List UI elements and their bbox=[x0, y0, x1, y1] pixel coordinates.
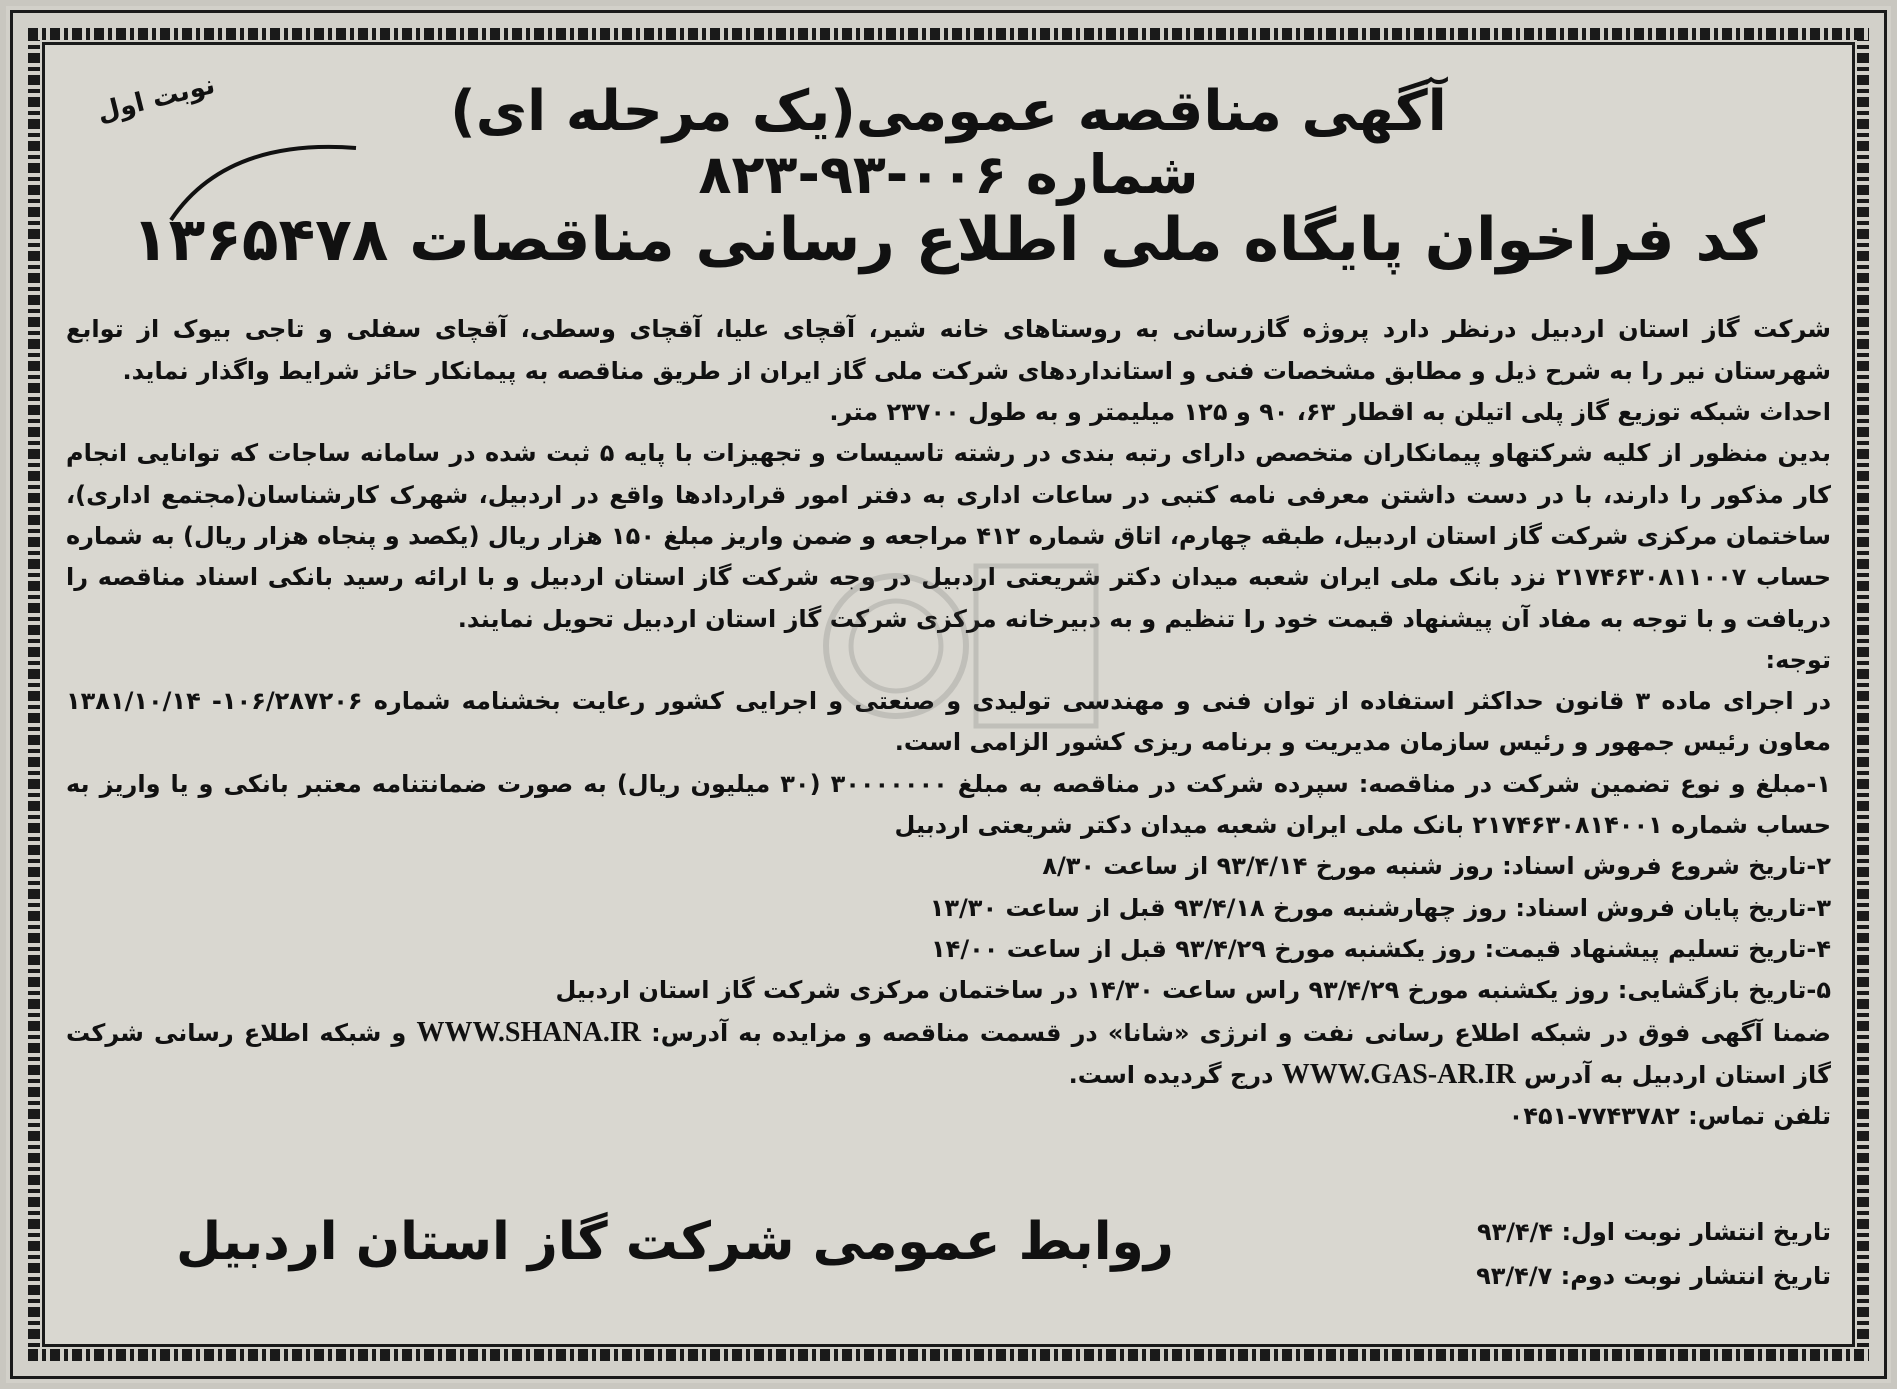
watermark-icon bbox=[746, 526, 1166, 786]
edition-badge: نوبت اول bbox=[94, 69, 218, 129]
tender-number: شماره ۰۰۶-۹۳-۸۲۳ bbox=[698, 143, 1199, 207]
item-sale-end: ۳-تاریخ پایان فروش اسناد: روز چهارشنبه مورخ ۹۳/۴/۱۸ قبل از ساعت ۱۳/۳۰ bbox=[929, 893, 1831, 922]
note-text: در اجرای ماده ۳ قانون حداکثر استفاده از توان فنی و مهندسی تولیدی و صنعتی و اجرایی کشور رعایت بخشنامه شماره ۱۰۶/۲۸۷۲۰۶- ۱۳۸۱/۱۰/۱۴ معاون رئیس جمهور و رئیس سازمان مدیریت و برنامه ریزی کشور الزامی است. bbox=[66, 687, 1832, 757]
contact-phone: تلفن تماس: ۷۷۴۳۷۸۲-۰۴۵۱ bbox=[1508, 1102, 1831, 1131]
item-submission: ۴-تاریخ تسلیم پیشنهاد قیمت: روز یکشنبه مورخ ۹۳/۴/۲۹ قبل از ساعت ۱۴/۰۰ bbox=[931, 934, 1831, 963]
notice-title: آگهی مناقصه عمومی(یک مرحله ای) bbox=[450, 79, 1447, 144]
intro-paragraph: شرکت گاز استان اردبیل درنظر دارد پروژه گازرسانی به روستاهای خانه شیر، آقچای علیا، آقچای وسطی، آقچای سفلی و تاجی بیوک از توابع شهرستان نیر را به شرح ذیل و مطابق مشخصات فنی و استانداردهای شرکت ملی گاز ایران از طریق مناقصه به پیمانکار حائز شرایط واگذار نماید. bbox=[66, 315, 1831, 385]
invitation-paragraph: بدین منظور از کلیه شرکتهاو پیمانکاران متخصص دارای رتبه بندی در رشته تاسیسات و تجهیزات با پایه ۵ ثبت شده در سامانه ساجات که توانایی انجام کار مذکور را دارند، با در دست داشتن معرفی نامه کتبی در ساعات اداری به دفتر امور قراردادها واقع در اردبیل، شهرک کارشناسان(مجتمع اداری)، ساختمان مرکزی شرکت گاز استان اردبیل، طبقه چهارم، اتاق شماره ۴۱۲ مراجعه و ضمن واریز مبلغ ۱۵۰ هزار ریال (یکصد و پنجاه هزار ریال) به شماره حساب ۲۱۷۴۶۳۰۸۱۱۰۰۷ نزد بانک ملی ایران شعبه میدان دکتر شریعتی اردبیل در وجه شرکت گاز استان اردبیل و با ارائه رسید بانکی اسناد مناقصه را دریافت و با توجه به مفاد آن پیشنهاد قیمت خود را تنظیم و به دبیرخانه مرکزی شرکت گاز استان اردبیل تحویل نمایند. bbox=[66, 439, 1832, 633]
item-guarantee: ۱-مبلغ و نوع تضمین شرکت در مناقصه: سپرده شرکت در مناقصه به مبلغ ۳۰۰۰۰۰۰۰ (۳۰ میلیون ریال) به صورت ضمانتنامه معتبر بانکی و یا واریز به حساب شماره ۲۱۷۴۶۳۰۸۱۴۰۰۱ بانک ملی ایران شعبه میدان دکتر شریعتی اردبیل bbox=[66, 769, 1832, 840]
signature: روابط عمومی شرکت گاز استان اردبیل bbox=[176, 1212, 1174, 1272]
publication-notice: ضمنا آگهی فوق در شبکه اطلاع رسانی نفت و انرژی «شانا» در قسمت مناقصه و مزایده به آدرس: WWW.SHANA.IR و شبکه اطلاع رسانی شرکت گاز استان اردبیل به آدرس WWW.GAS-AR.IR درج گردیده است. bbox=[66, 1016, 1831, 1090]
first-publication-date: تاریخ انتشار نوبت اول: ۹۳/۴/۴ bbox=[1476, 1218, 1831, 1246]
tender-code: کد فراخوان پایگاه ملی اطلاع رسانی مناقصات ۱۳۶۵۴۷۸ bbox=[131, 205, 1766, 276]
note-label: توجه: bbox=[1765, 645, 1831, 674]
page bbox=[6, 6, 1891, 1383]
item-sale-start: ۲-تاریخ شروع فروش اسناد: روز شنبه مورخ ۹۳/۴/۱۴ از ساعت ۸/۳۰ bbox=[1042, 852, 1831, 881]
badge-curve-icon bbox=[166, 128, 366, 228]
gas-ar-link[interactable]: WWW.GAS-AR.IR bbox=[1281, 1058, 1516, 1090]
item-opening: ۵-تاریخ بازگشایی: روز یکشنبه مورخ ۹۳/۴/۲۹ راس ساعت ۱۴/۳۰ در ساختمان مرکزی شرکت گاز استان اردبیل bbox=[555, 976, 1831, 1005]
shana-link[interactable]: WWW.SHANA.IR bbox=[416, 1016, 641, 1048]
second-publication-date: تاریخ انتشار نوبت دوم: ۹۳/۴/۷ bbox=[1476, 1262, 1831, 1290]
notice-footer bbox=[56, 1200, 1841, 1320]
publication-dates bbox=[1476, 1210, 1831, 1298]
project-scope: احداث شبکه توزیع گاز پلی اتیلن به اقطار ۶۳، ۹۰ و ۱۲۵ میلیمتر و به طول ۲۳۷۰۰ متر. bbox=[829, 398, 1831, 427]
